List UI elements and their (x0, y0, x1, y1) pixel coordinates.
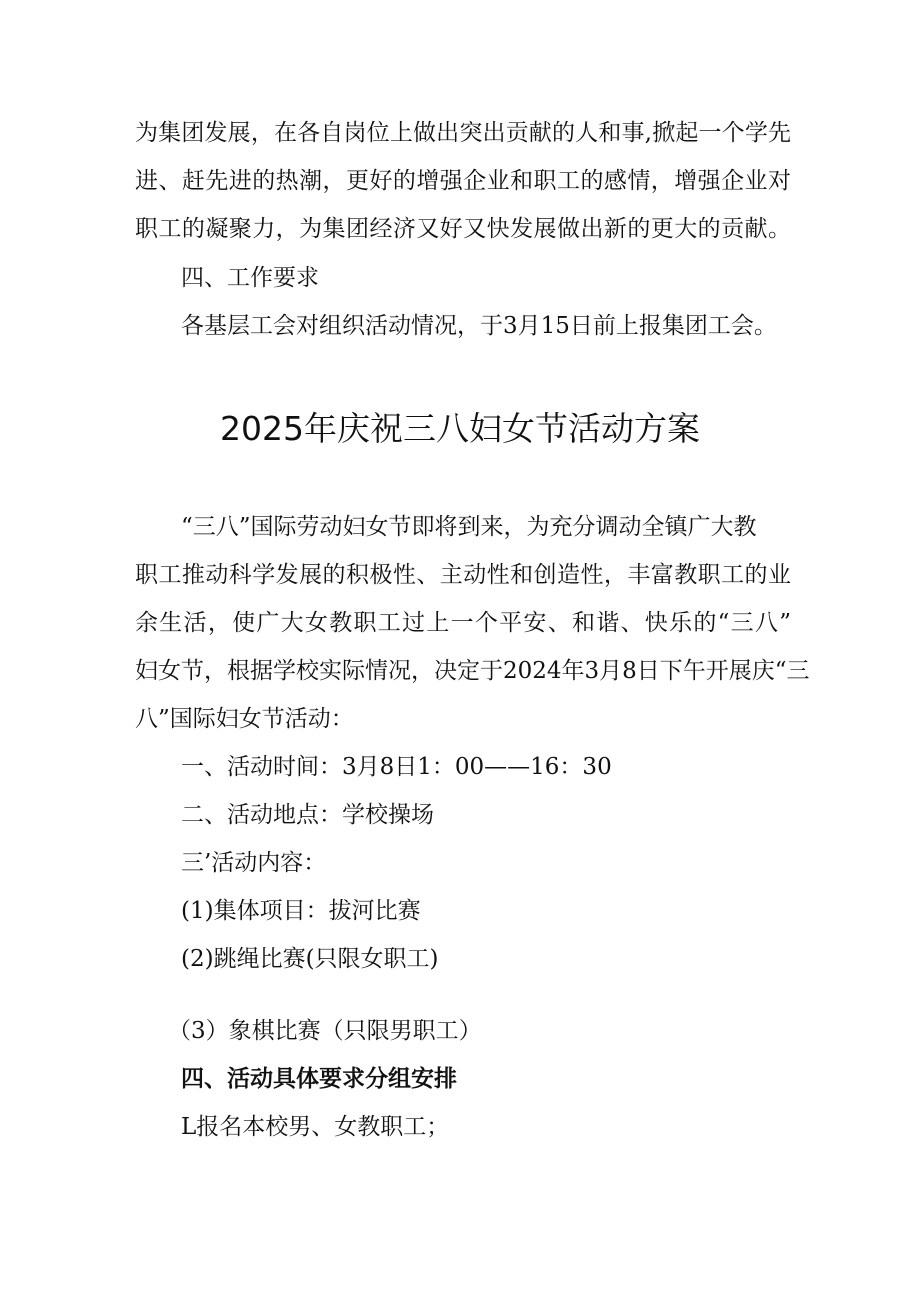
activity-item-1: (1)集体项目：拔河比赛 (181, 898, 421, 924)
activity-time: 一、活动时间：3月8日1：00——16：30 (181, 754, 612, 780)
section-4-heading: 四、活动具体要求分组安排 (181, 1065, 457, 1092)
activity-item-3: （3）象棋比赛（只限男职工） (168, 1018, 482, 1044)
plan-title: 2025年庆祝三八妇女节活动方案 (220, 409, 700, 448)
work-requirements-heading: 四、工作要求 (181, 265, 319, 291)
activity-item-2: (2)跳绳比赛(只限女职工) (181, 946, 439, 972)
intro-line-4: 妇女节，根据学校实际情况，决定于2024年3月8日下午开展庆“三 (135, 658, 810, 684)
intro-line-5: 八”国际妇女节活动： (135, 706, 354, 732)
intro-line-3: 余生活，使广大女教职工过上一个平安、和谐、快乐的“三八” (135, 610, 791, 636)
paragraph-line-1: 为集团发展，在各自岗位上做出突出贡献的人和事,掀起一个学先 (135, 120, 791, 146)
intro-line-1: “三八”国际劳动妇女节即将到来，为充分调动全镇广大教 (181, 514, 757, 540)
section-4-line-1: L报名本校男、女教职工； (181, 1114, 450, 1140)
activity-place: 二、活动地点：学校操场 (181, 802, 434, 828)
intro-line-2: 职工推动科学发展的积极性、主动性和创造性，丰富教职工的业 (135, 562, 791, 588)
activity-content-heading: 三’活动内容： (181, 850, 327, 876)
paragraph-line-2: 进、赶先进的热潮，更好的增强企业和职工的感情，增强企业对 (135, 168, 791, 194)
paragraph-line-3: 职工的凝聚力，为集团经济又好又快发展做出新的更大的贡献。 (135, 216, 791, 242)
work-requirements-text: 各基层工会对组织活动情况，于3月15日前上报集团工会。 (181, 313, 777, 339)
